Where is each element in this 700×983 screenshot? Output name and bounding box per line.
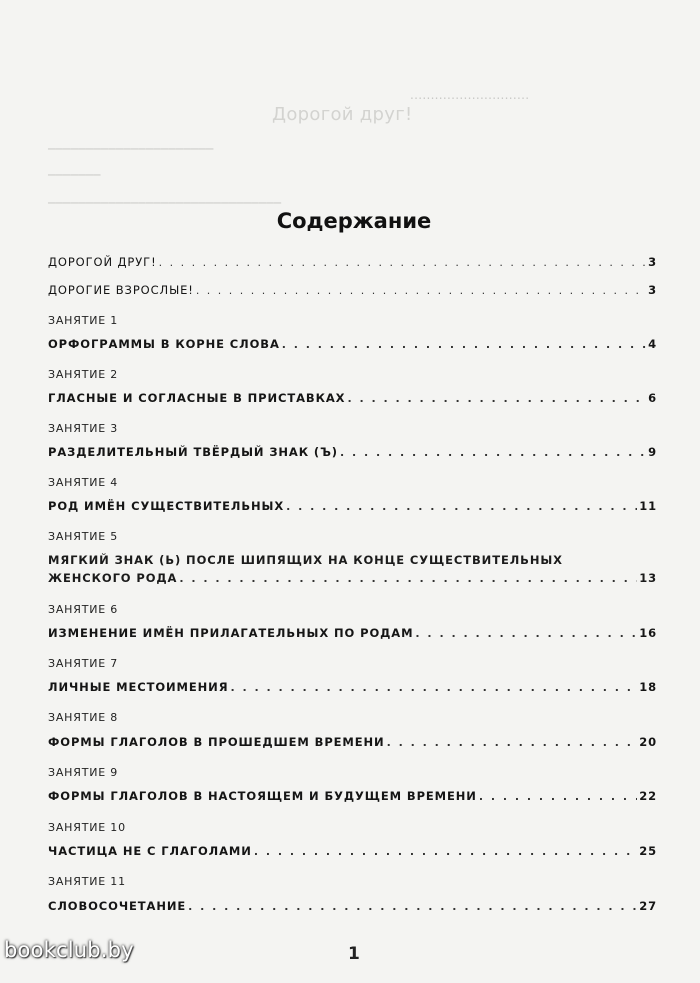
toc-entry-title: ОРФОГРАММЫ В КОРНЕ СЛОВА xyxy=(48,337,280,351)
toc-entry[interactable] xyxy=(48,680,657,694)
dot-leader xyxy=(188,900,637,913)
toc-page-number: 11 xyxy=(639,499,657,513)
bleed-through-text: ─────────────────────────────── xyxy=(48,196,282,210)
dot-leader xyxy=(286,500,637,513)
toc-page-number: 22 xyxy=(639,789,657,803)
toc-entry[interactable] xyxy=(48,626,657,640)
toc-page-number: 20 xyxy=(639,735,657,749)
lesson-label: ЗАНЯТИЕ 8 xyxy=(48,711,119,724)
toc-entry-title: ИЗМЕНЕНИЕ ИМЁН ПРИЛАГАТЕЛЬНЫХ ПО РОДАМ xyxy=(48,626,414,640)
toc-entry[interactable] xyxy=(48,255,657,269)
lesson-label: ЗАНЯТИЕ 3 xyxy=(48,422,119,435)
toc-entry-title: ЛИЧНЫЕ МЕСТОИМЕНИЯ xyxy=(48,680,229,694)
toc-entry-title: СЛОВОСОЧЕТАНИЕ xyxy=(48,899,187,913)
bleed-through-text: Дорогой друг! xyxy=(272,104,413,125)
lesson-label: ЗАНЯТИЕ 4 xyxy=(48,476,119,489)
lesson-label: ЗАНЯТИЕ 2 xyxy=(48,368,119,381)
toc-entry-title: ФОРМЫ ГЛАГОЛОВ В НАСТОЯЩЕМ И БУДУЩЕМ ВРЕМЕНИ xyxy=(48,789,477,803)
toc-page-number: 27 xyxy=(639,899,657,913)
lesson-label: ЗАНЯТИЕ 10 xyxy=(48,821,126,834)
lesson-label: ЗАНЯТИЕ 1 xyxy=(48,314,119,327)
toc-page-number: 4 xyxy=(648,337,657,351)
toc-entry-title: ДОРОГИЕ ВЗРОСЛЫЕ! xyxy=(48,283,194,297)
toc-page-number: 3 xyxy=(648,255,657,269)
toc-entry[interactable] xyxy=(48,844,657,858)
toc-page-number: 3 xyxy=(648,283,657,297)
bleed-through-text: ............................. xyxy=(410,88,530,102)
toc-entry-title: ЖЕНСКОГО РОДА xyxy=(48,571,178,585)
toc-entry-title: ГЛАСНЫЕ И СОГЛАСНЫЕ В ПРИСТАВКАХ xyxy=(48,391,346,405)
dot-leader xyxy=(479,790,637,803)
page-number: 1 xyxy=(348,944,360,964)
toc-entry-title-line1: МЯГКИЙ ЗНАК (Ь) ПОСЛЕ ШИПЯЩИХ НА КОНЦЕ СУЩЕСТВИТЕЛЬНЫХ xyxy=(48,553,563,567)
lesson-label: ЗАНЯТИЕ 9 xyxy=(48,766,119,779)
bleed-through-text: ─────── xyxy=(48,168,101,182)
toc-page-number: 9 xyxy=(648,445,657,459)
lesson-label: ЗАНЯТИЕ 6 xyxy=(48,603,119,616)
toc-entry[interactable] xyxy=(48,499,657,513)
dot-leader xyxy=(159,256,646,269)
toc-page-number: 6 xyxy=(648,391,657,405)
dot-leader xyxy=(347,392,646,405)
lesson-label: ЗАНЯТИЕ 5 xyxy=(48,530,119,543)
toc-page-number: 18 xyxy=(639,680,657,694)
dot-leader xyxy=(254,845,637,858)
toc-page-number: 16 xyxy=(639,626,657,640)
toc-page-number: 13 xyxy=(639,571,657,585)
toc-entry-title: РОД ИМЁН СУЩЕСТВИТЕЛЬНЫХ xyxy=(48,499,285,513)
toc-entry-title: РАЗДЕЛИТЕЛЬНЫЙ ТВЁРДЫЙ ЗНАК (Ъ) xyxy=(48,445,338,459)
dot-leader xyxy=(340,446,646,459)
lesson-label: ЗАНЯТИЕ 7 xyxy=(48,657,119,670)
lesson-label: ЗАНЯТИЕ 11 xyxy=(48,875,126,888)
dot-leader xyxy=(196,284,646,297)
toc-entry-title: ДОРОГОЙ ДРУГ! xyxy=(48,255,157,269)
dot-leader xyxy=(282,338,646,351)
toc-entry[interactable] xyxy=(48,899,657,913)
toc-entry-title: ЧАСТИЦА НЕ С ГЛАГОЛАМИ xyxy=(48,844,252,858)
watermark: bookclub.by xyxy=(4,938,134,962)
toc-entry[interactable] xyxy=(48,391,657,405)
page-title: Содержание xyxy=(276,209,432,233)
bleed-through-text: ────────────────────── xyxy=(48,142,214,156)
toc-entry[interactable] xyxy=(48,283,657,297)
toc-entry[interactable] xyxy=(48,735,657,749)
dot-leader xyxy=(415,627,637,640)
toc-entry[interactable] xyxy=(48,789,657,803)
toc-entry-title: ФОРМЫ ГЛАГОЛОВ В ПРОШЕДШЕМ ВРЕМЕНИ xyxy=(48,735,385,749)
toc-entry[interactable] xyxy=(48,551,657,588)
toc-entry[interactable] xyxy=(48,337,657,351)
toc-page-number: 25 xyxy=(639,844,657,858)
dot-leader xyxy=(387,736,638,749)
dot-leader xyxy=(230,681,637,694)
dot-leader xyxy=(179,570,637,588)
toc-entry[interactable] xyxy=(48,445,657,459)
